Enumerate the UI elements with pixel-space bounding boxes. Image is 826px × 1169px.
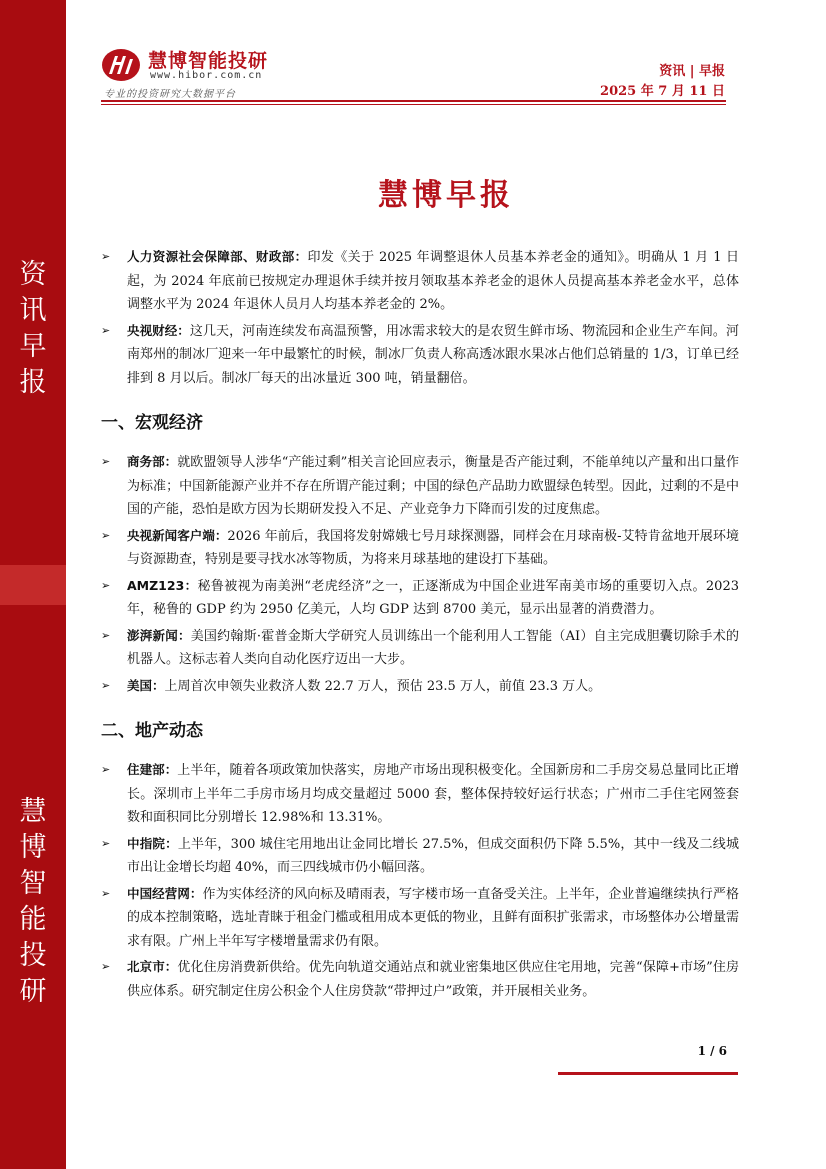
news-item: [101, 319, 739, 391]
news-text: 印发《关于 2025 年调整退休人员基本养老金的通知》。明确从 1 月 1 日起，为 2024 年底前已按规定办理退休手续并按月领取基本养老金的退休人员提高基本养老金水平，总体调整水平为 2024 年退休人员月人均基本养老金的 2%。: [127, 250, 739, 312]
sidebar-divider: [0, 565, 66, 605]
sidebar-char: 慧: [19, 796, 47, 827]
news-item: [101, 574, 739, 622]
arrow-bullet-icon: ➢: [101, 578, 111, 592]
arrow-bullet-icon: ➢: [101, 678, 111, 692]
news-item: [101, 832, 739, 880]
sidebar-char: 讯: [19, 295, 47, 326]
news-item: [101, 758, 739, 830]
sidebar-char: 投: [19, 940, 47, 971]
news-item: [101, 955, 739, 1003]
sidebar-char: 能: [19, 904, 47, 935]
news-source: 商务部：: [127, 454, 178, 469]
news-source: 央视财经：: [127, 322, 190, 338]
news-item: [101, 624, 739, 672]
footer-rule: [558, 1072, 738, 1075]
arrow-bullet-icon: ➢: [101, 886, 111, 900]
arrow-bullet-icon: ➢: [101, 250, 111, 263]
sidebar-char: 报: [19, 367, 47, 398]
arrow-bullet-icon: ➢: [101, 455, 111, 468]
news-source: 北京市：: [127, 959, 178, 974]
arrow-bullet-icon: ➢: [101, 323, 111, 337]
news-source: 中国经营网：: [127, 885, 203, 901]
section-heading: 二、地产动态: [101, 721, 203, 741]
sidebar-char: 资: [19, 259, 47, 290]
news-text: 上半年，300 城住宅用地出让金同比增长 27.5%，但成交面积仍下降 5.5%，其中一线及二线城市出让金增长均超 40%，而三四线城市仍小幅回落。: [127, 836, 739, 875]
news-item: [101, 674, 739, 699]
news-source: 美国：: [127, 677, 165, 693]
news-source: 人力资源社会保障部、财政部：: [127, 249, 308, 264]
page-number: 1 / 6: [697, 1044, 727, 1058]
sidebar-char: 研: [19, 976, 47, 1007]
sidebar-label-bottom: [0, 794, 66, 1010]
news-item: [101, 524, 739, 572]
section-heading: 一、宏观经济: [101, 413, 203, 433]
sidebar-char: 博: [19, 832, 47, 863]
news-text: 美国约翰斯·霍普金斯大学研究人员训练出一个能利用人工智能（AI）自主完成胆囊切除手术的机器人。这标志着人类向自动化医疗迈出一大步。: [127, 628, 739, 667]
news-text: 2026 年前后，我国将发射嫦娥七号月球探测器，同样会在月球南极-艾特肯盆地开展环境与资源勘查，特别是要寻找水冰等物质，为将来月球基地的建设打下基础。: [127, 528, 739, 567]
news-source: 央视新闻客户端：: [127, 527, 228, 543]
news-item: [101, 245, 739, 317]
sidebar-char: 智: [19, 868, 47, 899]
report-category: 资讯 | 早报: [659, 64, 725, 79]
logo-tagline: 专业的投资研究大数据平台: [104, 89, 236, 100]
arrow-bullet-icon: ➢: [101, 528, 111, 542]
sidebar-char: 早: [19, 331, 47, 362]
arrow-bullet-icon: ➢: [101, 960, 111, 973]
news-text: 上周首次申领失业救济人数 22.7 万人，预估 23.5 万人，前值 23.3 万人。: [164, 678, 602, 694]
news-text: 就欧盟领导人涉华“产能过剩”相关言论回应表示，衡量是否产能过剩，不能单纯以产量和出口量作为标准；中国新能源产业并不存在所谓产能过剩；中国的绿色产品助力欧盟绿色转型。因此，过剩的不是中国的产能，恐怕是欧方因为长期研发投入不足、产业竞争力下降而引发的过度焦虑。: [127, 455, 739, 517]
news-text: 上半年，随着各项政策加快落实，房地产市场出现积极变化。全国新房和二手房交易总量同比正增长。深圳市上半年二手房市场月均成交量超过 5000 套，整体保持较好运行状态；广州市二手住宅网签套数和面积同比分别增长 12.98%和 13.31%。: [127, 763, 739, 825]
news-source: 住建部：: [127, 762, 178, 777]
arrow-bullet-icon: ➢: [101, 763, 111, 776]
page-title: 慧博早报: [378, 178, 514, 213]
news-text: 作为实体经济的风向标及晴雨表，写字楼市场一直备受关注。上半年，企业普遍继续执行严格的成本控制策略，选址青睐于租金门槛或租用成本更低的物业，且鲜有面积扩张需求，市场整体办公增量需求有限。广州上半年写字楼增量需求仍有限。: [127, 886, 739, 949]
news-text: 秘鲁被视为南美洲“老虎经济”之一，正逐渐成为中国企业进军南美市场的重要切入点。2023 年，秘鲁的 GDP 约为 2950 亿美元，人均 GDP 达到 8700 美元，显示出显著的消费潜力。: [127, 578, 739, 617]
news-item: [101, 882, 739, 954]
logo-url: www.hibor.com.cn: [150, 70, 263, 81]
report-date: 2025 年 7 月 11 日: [600, 84, 725, 99]
news-text: 优化住房消费新供给。优先向轨道交通站点和就业密集地区供应住宅用地，完善“保障+市场”住房供应体系。研究制定住房公积金个人住房贷款“带押过户”政策，并开展相关业务。: [127, 960, 739, 999]
news-source: AMZ123：: [127, 577, 198, 593]
news-source: 中指院：: [127, 835, 178, 851]
arrow-bullet-icon: ➢: [101, 628, 111, 642]
report-body: [101, 245, 739, 1005]
logo-name: 慧博智能投研: [148, 50, 269, 72]
sidebar-label-top: [0, 257, 66, 401]
header-rule: [101, 100, 726, 102]
news-text: 这几天，河南连续发布高温预警，用冰需求较大的是农贸生鲜市场、物流园和企业生产车间。河南郑州的制冰厂迎来一年中最繁忙的时候，制冰厂负责人称高透冰跟水果冰占他们总销量的 1/3，订单已经排到 8 月以后。制冰厂每天的出冰量近 300 吨，销量翻倍。: [127, 323, 739, 386]
news-item: [101, 450, 739, 522]
hibor-logo-icon: [101, 48, 147, 82]
arrow-bullet-icon: ➢: [101, 836, 111, 850]
header-rule-thin: [101, 104, 726, 105]
news-source: 澎湃新闻：: [127, 627, 191, 643]
